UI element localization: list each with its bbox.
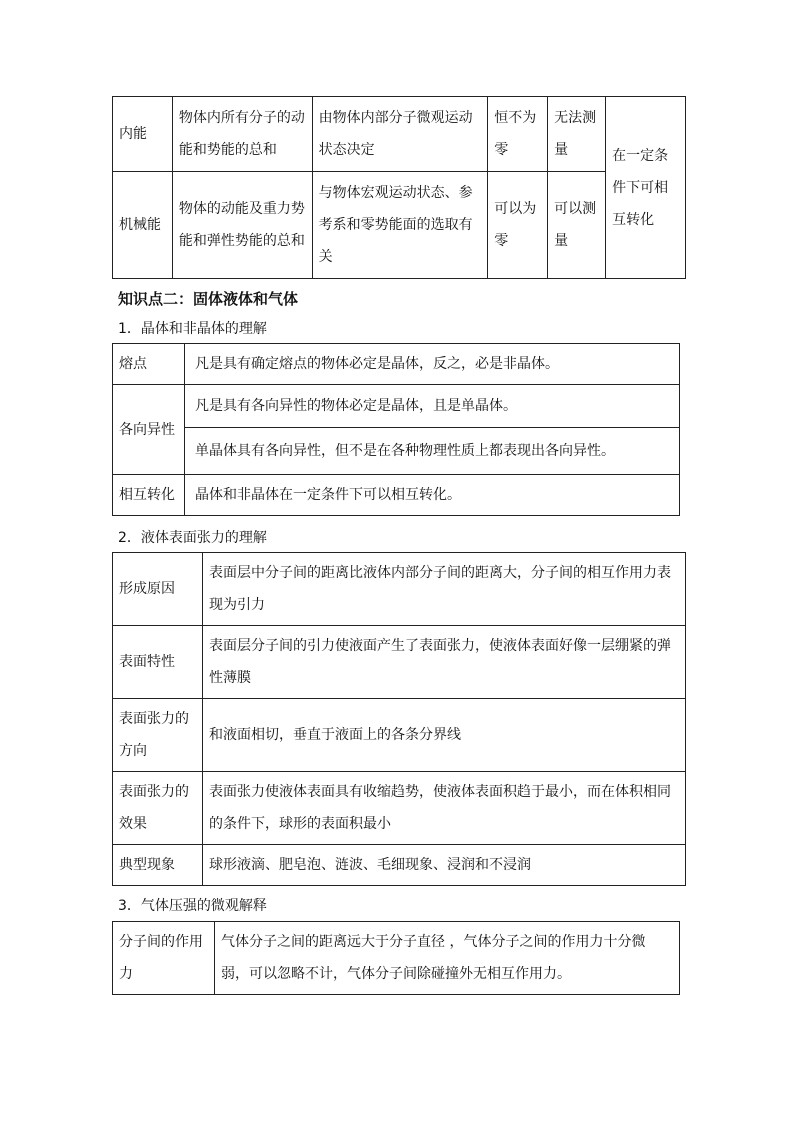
crystal-table (112, 343, 680, 516)
table-row (113, 97, 686, 172)
row-label: 表面特性 (113, 626, 203, 699)
table-row (113, 922, 680, 995)
zero-cell: 可以为零 (488, 172, 548, 279)
energy-comparison-table (112, 96, 686, 279)
subsection-title: 3．气体压强的微观解释 (118, 898, 267, 914)
row-text: 凡是具有确定熔点的物体必定是晶体，反之，必是非晶体。 (185, 344, 680, 385)
row-label: 相互转化 (113, 475, 185, 516)
factor-cell: 由物体内部分子微观运动状态决定 (312, 97, 488, 172)
measure-cell: 可以测量 (548, 172, 606, 279)
factor-cell: 与物体宏观运动状态、参考系和零势能面的选取有关 (312, 172, 488, 279)
row-label: 各向异性 (113, 385, 185, 475)
table-row (113, 385, 680, 428)
measure-cell: 无法测量 (548, 97, 606, 172)
table-row (113, 845, 686, 886)
section-title: 知识点二：固体液体和气体 (118, 290, 299, 308)
term-cell: 机械能 (113, 172, 173, 279)
row-text: 表面张力使液体表面具有收缩趋势，使液体表面积趋于最小，而在体积相同的条件下，球形的表面积最小 (203, 772, 686, 845)
row-label: 熔点 (113, 344, 185, 385)
gas-pressure-table (112, 921, 680, 995)
definition-cell: 物体的动能及重力势能和弹性势能的总和 (172, 172, 312, 279)
table-row (113, 699, 686, 772)
table-row (113, 344, 680, 385)
row-label: 典型现象 (113, 845, 203, 886)
row-text: 气体分子之间的距离远大于分子直径 ，气体分子之间的作用力十分微弱，可以忽略不计，气体分子间除碰撞外无相互作用力。 (215, 922, 680, 995)
table-row (113, 475, 680, 516)
row-label: 分子间的作用力 (113, 922, 215, 995)
row-text: 表面层分子间的引力使液面产生了表面张力，使液体表面好像一层绷紧的弹性薄膜 (203, 626, 686, 699)
surface-tension-table (112, 552, 686, 886)
merged-conversion-cell: 在一定条件下可相互转化 (606, 97, 686, 279)
row-label: 表面张力的效果 (113, 772, 203, 845)
table-row (113, 772, 686, 845)
row-text: 单晶体具有各向异性，但不是在各种物理性质上都表现出各向异性。 (185, 428, 680, 475)
row-text: 球形液滴、肥皂泡、涟波、毛细现象、浸润和不浸润 (203, 845, 686, 886)
row-text: 和液面相切，垂直于液面上的各条分界线 (203, 699, 686, 772)
subsection-title: 2．液体表面张力的理解 (118, 530, 267, 546)
row-label: 表面张力的方向 (113, 699, 203, 772)
row-label: 形成原因 (113, 553, 203, 626)
table-row (113, 172, 686, 279)
subsection-title: 1．晶体和非晶体的理解 (118, 321, 267, 337)
definition-cell: 物体内所有分子的动能和势能的总和 (172, 97, 312, 172)
table-row (113, 553, 686, 626)
row-text: 凡是具有各向异性的物体必定是晶体，且是单晶体。 (185, 385, 680, 428)
term-cell: 内能 (113, 97, 173, 172)
zero-cell: 恒不为零 (488, 97, 548, 172)
table-row (113, 428, 680, 475)
row-text: 表面层中分子间的距离比液体内部分子间的距离大，分子间的相互作用力表现为引力 (203, 553, 686, 626)
table-row (113, 626, 686, 699)
row-text: 晶体和非晶体在一定条件下可以相互转化。 (185, 475, 680, 516)
